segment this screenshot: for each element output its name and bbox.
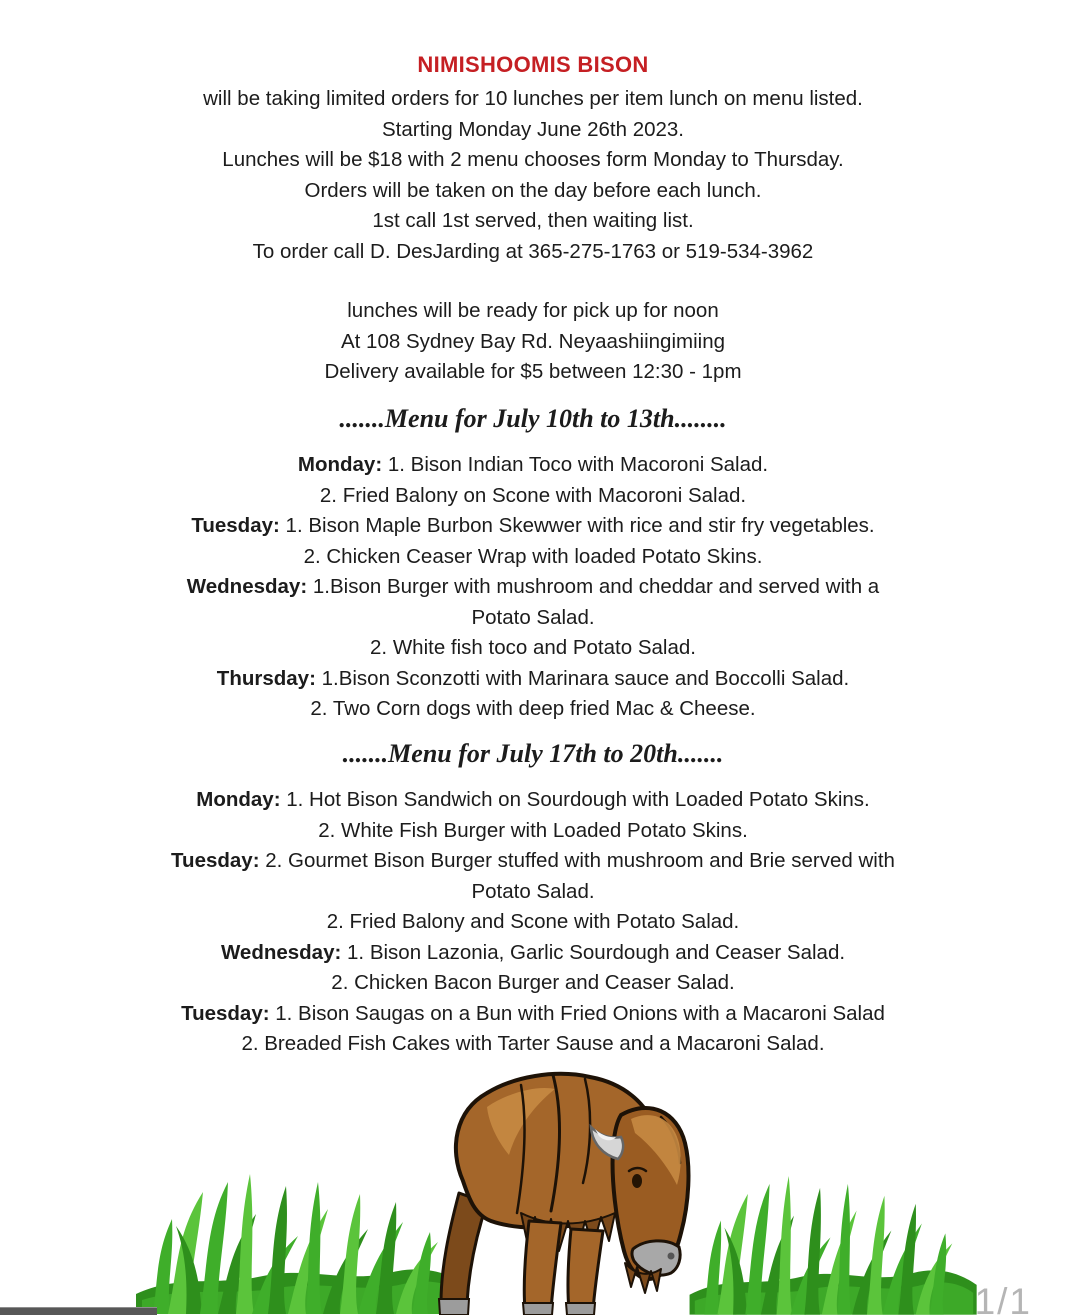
menu-day-label: Tuesday: (191, 514, 280, 537)
pickup-info-paragraph (0, 296, 1066, 388)
menu-item-text: Potato Salad. (471, 879, 595, 903)
menu-2-header: .......Menu for July 17th to 20th....... (342, 739, 724, 768)
bison-eye (632, 1174, 642, 1188)
menu-line (0, 603, 1066, 634)
menu-item-text: 2. Fried Balony and Scone with Potato Salad. (326, 910, 740, 933)
bison-grass-illustration (0, 1057, 1066, 1315)
menu-day-label: Monday: (196, 788, 281, 811)
intro-paragraph (0, 84, 1066, 267)
intro-line: will be taking limited orders for 10 lunches per item lunch on menu listed. (203, 87, 863, 110)
menu-item-text: 2. White fish toco and Potato Salad. (370, 636, 696, 659)
menu-line (0, 968, 1066, 999)
menu-day-label: Wednesday: (186, 575, 308, 598)
menu-line (0, 694, 1066, 725)
menu-day-label: Wednesday: (220, 940, 342, 964)
menu-item-text: 2. Chicken Bacon Burger and Ceaser Salad. (331, 971, 735, 994)
menu-line (0, 877, 1066, 908)
menu-line (0, 785, 1066, 816)
bison-icon (439, 1074, 688, 1315)
menu-line (0, 938, 1066, 969)
menu-item-text: 1. Hot Bison Sandwich on Sourdough with Loaded Potato Skins. (286, 788, 870, 811)
menu-1-list (0, 450, 1066, 725)
menu-item-text: 1. Bison Lazonia, Garlic Sourdough and Ceaser Salad. (347, 940, 846, 964)
menu-line (0, 450, 1066, 481)
menu-item-text: 1.Bison Burger with mushroom and cheddar and served with a (312, 575, 880, 598)
menu-item-text: 2. Breaded Fish Cakes with Tarter Sause and a Macaroni Salad. (241, 1032, 825, 1055)
page-indicator: 1/1 (974, 1281, 1032, 1315)
menu-day-label: Thursday: (216, 666, 316, 690)
menu-line (0, 511, 1066, 542)
menu-2-list (0, 785, 1066, 1060)
bottom-scrollbar[interactable] (0, 1307, 157, 1315)
menu-item-text: 1. Bison Maple Burbon Skewwer with rice and stir fry vegetables. (285, 514, 875, 537)
menu-day-label: Monday: (297, 453, 383, 476)
intro-line: Lunches will be $18 with 2 menu chooses form Monday to Thursday. (222, 148, 844, 171)
intro-line: To order call D. DesJarding at 365-275-1763 or 519-534-3962 (252, 239, 814, 263)
menu-line (0, 633, 1066, 664)
menu-item-text: Potato Salad. (471, 605, 595, 629)
menu-day-label: Tuesday: (181, 1001, 270, 1025)
menu-line (0, 664, 1066, 695)
menu-line (0, 1029, 1066, 1060)
menu-line (0, 846, 1066, 877)
intro-line: Starting Monday June 26th 2023. (381, 117, 684, 141)
menu-item-text: 2. Two Corn dogs with deep fried Mac & Cheese. (310, 697, 756, 720)
menu-day-label: Tuesday: (171, 849, 260, 872)
menu-line (0, 816, 1066, 847)
menu-line (0, 572, 1066, 603)
menu-item-text: 2. Gourmet Bison Burger stuffed with mushroom and Brie served with (265, 849, 895, 872)
intro-line: 1st call 1st served, then waiting list. (372, 209, 694, 232)
menu-item-text: 2. Chicken Ceaser Wrap with loaded Potato Skins. (303, 544, 763, 568)
menu-line (0, 999, 1066, 1030)
menu-line (0, 481, 1066, 512)
intro-line: Orders will be taken on the day before each lunch. (304, 178, 762, 202)
pickup-line: At 108 Sydney Bay Rd. Neyaashiingimiing (340, 329, 725, 353)
menu-item-text: 1. Bison Indian Toco with Macoroni Salad. (387, 453, 769, 476)
menu-item-text: 1. Bison Saugas on a Bun with Fried Onions with a Macaroni Salad (275, 1001, 885, 1025)
menu-item-text: 2. Fried Balony on Scone with Macoroni Salad. (319, 483, 747, 507)
menu-line (0, 907, 1066, 938)
menu-item-text: 2. White Fish Burger with Loaded Potato Skins. (318, 818, 748, 842)
menu-item-text: 1.Bison Sconzotti with Marinara sauce and Boccolli Salad. (321, 666, 850, 690)
grass-clump-left (136, 1174, 466, 1314)
flyer-title: NIMISHOOMIS BISON (417, 52, 649, 77)
pickup-line: lunches will be ready for pick up for noon (347, 299, 719, 322)
menu-line (0, 542, 1066, 573)
grass-clump-right (690, 1176, 977, 1315)
menu-1-header: .......Menu for July 10th to 13th........ (339, 404, 727, 433)
pickup-line: Delivery available for $5 between 12:30 - 1pm (324, 360, 742, 383)
